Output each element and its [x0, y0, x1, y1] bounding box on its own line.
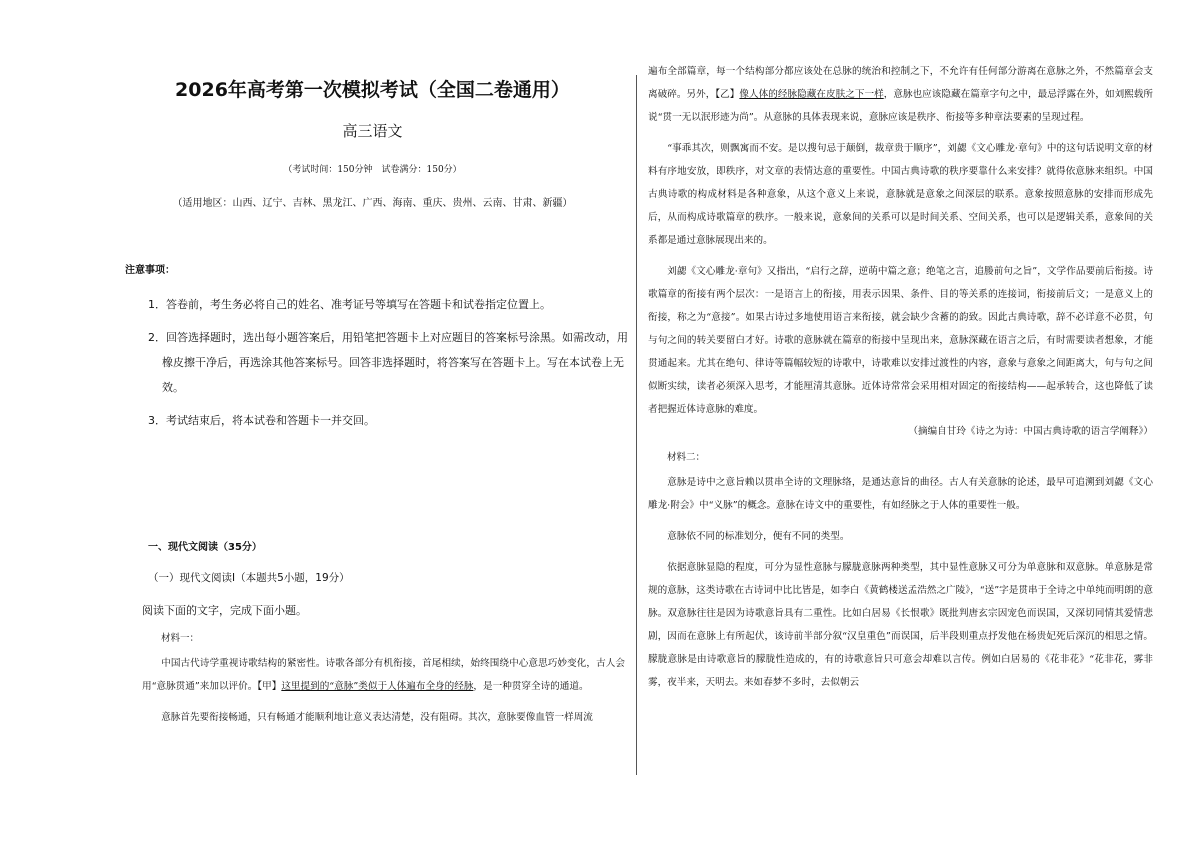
column-divider	[636, 75, 637, 775]
notice-heading: 注意事项：	[125, 265, 175, 276]
left-column	[120, 60, 628, 840]
right-column	[648, 60, 1153, 840]
section-title: 一、现代文阅读（35分）	[148, 542, 262, 553]
material-one-continued	[648, 60, 1153, 694]
applicable-regions: （适用地区：山西、辽宁、吉林、黑龙江、广西、海南、重庆、贵州、云南、甘肃、新疆）	[172, 198, 573, 209]
underlined-sentence-jia: 这里提到的“意脉”类似于人体遍布全身的经脉	[281, 681, 474, 692]
section-subtitle: （一）现代文阅读Ⅰ（本题共5小题，19分）	[148, 572, 350, 584]
material-one-start	[142, 630, 625, 729]
paragraph: 中国古代诗学重视诗歌结构的紧密性。诗歌各部分有机衔接，首尾相续，始终围绕中心意思巧妙变化，古人会用“意脉贯通”来加以评价。【甲】这里提到的“意脉”类似于人体遍布全身的经脉，是一种贯穿全诗的通道。	[142, 658, 625, 692]
paragraph: 意脉依不同的标准划分，便有不同的类型。	[667, 531, 850, 542]
notice-item: 2．回答选择题时，选出每小题答案后，用铅笔把答题卡上对应题目的答案标号涂黑。如需改动，用橡皮擦干净后，再选涂其他答案标号。回答非选择题时，将答案写在答题卡上。写在本试卷上无效。	[148, 331, 628, 394]
notice-item: 1．答卷前，考生务必将自己的姓名、准考证号等填写在答题卡和试卷指定位置上。	[148, 298, 551, 311]
exam-title: 2026年高考第一次模拟考试（全国二卷通用）	[175, 79, 570, 101]
reading-instruction: 阅读下面的文字，完成下面小题。	[142, 604, 307, 617]
paragraph: 意脉首先要衔接畅通，只有畅通才能顺利地让意义表达清楚，没有阻碍。其次，意脉要像血管一样周流	[161, 712, 593, 723]
paragraph: 依据意脉显隐的程度，可分为显性意脉与朦胧意脉两种类型，其中显性意脉又可分为单意脉和双意脉。单意脉是常规的意脉，这类诗歌在古诗词中比比皆是，如李白《黄鹤楼送孟浩然之广陵》，“送”字是贯串于全诗之中单纯而明朗的意脉。双意脉往往是因为诗歌意旨具有二重性。比如白居易《长恨歌》既批判唐玄宗因宠色而误国，又深切同情其爱情悲剧，因而在意脉上有所起伏，该诗前半部分叙“汉皇重色”而误国，后半段则重点抒发他在杨贵妃死后深沉的相思之情。朦胧意脉是由诗歌意旨的朦胧性造成的，有的诗歌意旨只可意会却难以言传。例如白居易的《花非花》“花非花，雾非雾，夜半来，天明去。来如春梦不多时，去似朝云	[648, 562, 1153, 688]
paragraph: “事乖其次，则飘寓而不安。是以搜句忌于颠倒，裁章贵于顺序”，刘勰《文心雕龙·章句》中的这句话说明文章的材料有序地安放，即秩序，对文章的表情达意的重要性。中国古典诗歌的秩序要靠什么来安排？就得依意脉来组织。中国古典诗歌的构成材料是各种意象，从这个意义上来说，意脉就是意象之间深层的联系。意象按照意脉的安排而形成先后，从而构成诗歌篇章的秩序。一般来说，意象间的关系可以是时间关系、空间关系，也可以是逻辑关系，意象间的关系都是通过意脉展现出来的。	[648, 143, 1153, 246]
subject-title: 高三语文	[342, 122, 403, 140]
underlined-sentence-yi: 像人体的经脉隐藏在皮肤之下一样	[739, 89, 884, 100]
source-citation: （摘编自甘玲《诗之为诗：中国古典诗歌的语言学阐释》）	[908, 426, 1153, 437]
paragraph: 刘勰《文心雕龙·章句》又指出，“启行之辞，逆萌中篇之意；绝笔之言，追媵前句之旨”，文学作品要前后衔接。诗歌篇章的衔接有两个层次：一是语言上的衔接，用表示因果、条件、目的等关系的连接词，衔接前后文；一是意义上的衔接，称之为“意接”。如果古诗过多地使用语言来衔接，就会缺少含蓄的韵致。因此古典诗歌，辞不必详意不必贯，句与句之间的转关要留白才好。诗歌的意脉就在篇章的衔接中呈现出来，意脉深藏在语言之后，有时需要读者想象，才能贯通起来。尤其在绝句、律诗等篇幅较短的诗歌中，诗歌难以安排过渡性的内容，意象与意象之间距离大，句与句之间似断实续，读者必须深入思考，才能厘清其意脉。近体诗常常会采用相对固定的衔接结构——起承转合，这也降低了读者把握近体诗意脉的难度。	[648, 266, 1153, 415]
paragraph: 意脉是诗中之意旨赖以贯串全诗的文理脉络，是通达意旨的曲径。古人有关意脉的论述，最早可追溯到刘勰《文心雕龙·附会》中“义脉”的概念。意脉在诗文中的重要性，有如经脉之于人体的重要性一般。	[648, 477, 1153, 511]
material-label: 材料一：	[161, 633, 200, 644]
notice-list	[148, 292, 628, 441]
material-label: 材料二：	[667, 452, 706, 463]
exam-meta: （考试时间：150分钟 试卷满分：150分）	[283, 165, 462, 175]
notice-item: 3．考试结束后，将本试卷和答题卡一并交回。	[148, 414, 375, 427]
paragraph: 遍布全部篇章，每一个结构部分都应该处在总脉的统治和控制之下，不允许有任何部分游离在意脉之外，不然篇章会支离破碎。另外，【乙】像人体的经脉隐藏在皮肤之下一样，意脉也应该隐藏在篇章字句之中，最忌浮露在外，如刘熙载所说“贯一无以泯形迹为尚”。从意脉的具体表现来说，意脉应该是秩序、衔接等多种章法要素的呈现过程。	[648, 66, 1154, 123]
